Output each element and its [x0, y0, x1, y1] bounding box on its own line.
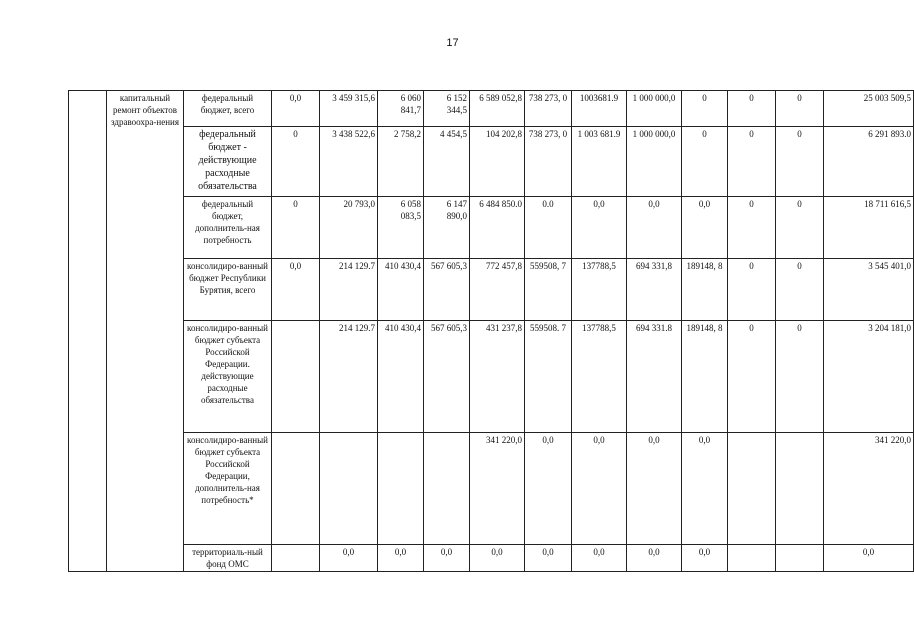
value-cell: 0: [728, 197, 776, 259]
value-cell: 0: [272, 197, 320, 259]
value-cell: 214 129.7: [320, 321, 378, 433]
value-cell: 694 331.8: [627, 321, 682, 433]
value-cell: 410 430,4: [378, 259, 424, 321]
value-cell: 0: [728, 127, 776, 197]
value-cell: 0,0: [572, 545, 627, 572]
value-cell: 0,0: [682, 433, 728, 545]
table-row: [69, 197, 914, 259]
value-cell: 0,0: [525, 545, 572, 572]
value-cell: 0: [776, 259, 824, 321]
value-cell: 738 273, 0: [525, 127, 572, 197]
table-row: [69, 259, 914, 321]
value-cell: 137788,5: [572, 321, 627, 433]
value-cell: 6 152 344,5: [424, 91, 470, 127]
value-cell: 1003681.9: [572, 91, 627, 127]
value-cell: 431 237,8: [470, 321, 525, 433]
value-cell: 104 202,8: [470, 127, 525, 197]
source-label: федеральный бюджет - действующие расходные обязательства: [184, 127, 272, 197]
value-cell: [776, 545, 824, 572]
value-cell: 341 220,0: [470, 433, 525, 545]
value-cell: 0,0: [627, 197, 682, 259]
value-cell: 559508, 7: [525, 259, 572, 321]
source-label: федеральный бюджет, дополнитель-ная потребность: [184, 197, 272, 259]
value-cell: 0: [776, 91, 824, 127]
value-cell: 0: [776, 321, 824, 433]
value-cell: 1 003 681.9: [572, 127, 627, 197]
value-cell: 189148, 8: [682, 321, 728, 433]
value-cell: 1 000 000,0: [627, 127, 682, 197]
value-cell: 2 758,2: [378, 127, 424, 197]
value-cell: [424, 433, 470, 545]
source-label: федеральный бюджет, всего: [184, 91, 272, 127]
value-cell: 0,0: [378, 545, 424, 572]
value-cell: 567 605,3: [424, 321, 470, 433]
value-cell: 0,0: [525, 433, 572, 545]
value-cell: 0.0: [525, 197, 572, 259]
table-row: [69, 321, 914, 433]
value-cell: 0,0: [572, 197, 627, 259]
value-cell: 0,0: [627, 433, 682, 545]
value-cell: 0,0: [682, 545, 728, 572]
value-cell: 214 129.7: [320, 259, 378, 321]
table-row: [69, 433, 914, 545]
value-cell: 0: [682, 91, 728, 127]
source-label: консолидиро-ванный бюджет субъекта Российской Федерации, дополнитель-ная потребность*: [184, 433, 272, 545]
source-label: консолидиро-ванный бюджет Республики Бурятия, всего: [184, 259, 272, 321]
budget-table: [68, 90, 914, 572]
value-cell: [776, 433, 824, 545]
value-cell: 694 331,8: [627, 259, 682, 321]
value-cell: 410 430,4: [378, 321, 424, 433]
value-cell: 341 220,0: [824, 433, 914, 545]
value-cell: 0,0: [424, 545, 470, 572]
value-cell: 0: [728, 91, 776, 127]
value-cell: 6 060 841,7: [378, 91, 424, 127]
value-cell: 137788,5: [572, 259, 627, 321]
value-cell: [272, 545, 320, 572]
object-label: капитальный ремонт объектов здравоохра-нения: [107, 91, 184, 572]
table-row: [69, 91, 914, 127]
value-cell: 738 273, 0: [525, 91, 572, 127]
value-cell: 559508. 7: [525, 321, 572, 433]
value-cell: 3 545 401,0: [824, 259, 914, 321]
value-cell: 0: [728, 321, 776, 433]
value-cell: 4 454,5: [424, 127, 470, 197]
value-cell: [320, 433, 378, 545]
value-cell: 0,0: [572, 433, 627, 545]
source-label: консолидиро-ванный бюджет субъекта Российской Федерации. действующие расходные обязательства: [184, 321, 272, 433]
value-cell: 1 000 000,0: [627, 91, 682, 127]
value-cell: 3 459 315,6: [320, 91, 378, 127]
value-cell: 0: [728, 259, 776, 321]
empty-cell: [69, 91, 107, 572]
value-cell: [378, 433, 424, 545]
value-cell: 0: [776, 127, 824, 197]
value-cell: [272, 321, 320, 433]
value-cell: 3 204 181,0: [824, 321, 914, 433]
value-cell: 6 484 850.0: [470, 197, 525, 259]
value-cell: 0,0: [824, 545, 914, 572]
value-cell: 6 058 083,5: [378, 197, 424, 259]
value-cell: 567 605,3: [424, 259, 470, 321]
value-cell: 0,0: [272, 259, 320, 321]
value-cell: 0: [272, 127, 320, 197]
value-cell: [728, 433, 776, 545]
value-cell: [272, 433, 320, 545]
value-cell: 772 457,8: [470, 259, 525, 321]
table-row: [69, 545, 914, 572]
value-cell: 0,0: [320, 545, 378, 572]
value-cell: 0,0: [682, 197, 728, 259]
value-cell: 25 003 509,5: [824, 91, 914, 127]
value-cell: 6 147 890,0: [424, 197, 470, 259]
value-cell: [728, 545, 776, 572]
value-cell: 0,0: [272, 91, 320, 127]
value-cell: 6 291 893.0: [824, 127, 914, 197]
value-cell: 0,0: [627, 545, 682, 572]
value-cell: 0: [682, 127, 728, 197]
value-cell: 189148, 8: [682, 259, 728, 321]
source-label: территориаль-ный фонд ОМС: [184, 545, 272, 572]
page-number: 17: [446, 37, 459, 49]
value-cell: 18 711 616,5: [824, 197, 914, 259]
value-cell: 6 589 052,8: [470, 91, 525, 127]
value-cell: 0: [776, 197, 824, 259]
value-cell: 0,0: [470, 545, 525, 572]
value-cell: 3 438 522,6: [320, 127, 378, 197]
value-cell: 20 793,0: [320, 197, 378, 259]
table-row: [69, 127, 914, 197]
